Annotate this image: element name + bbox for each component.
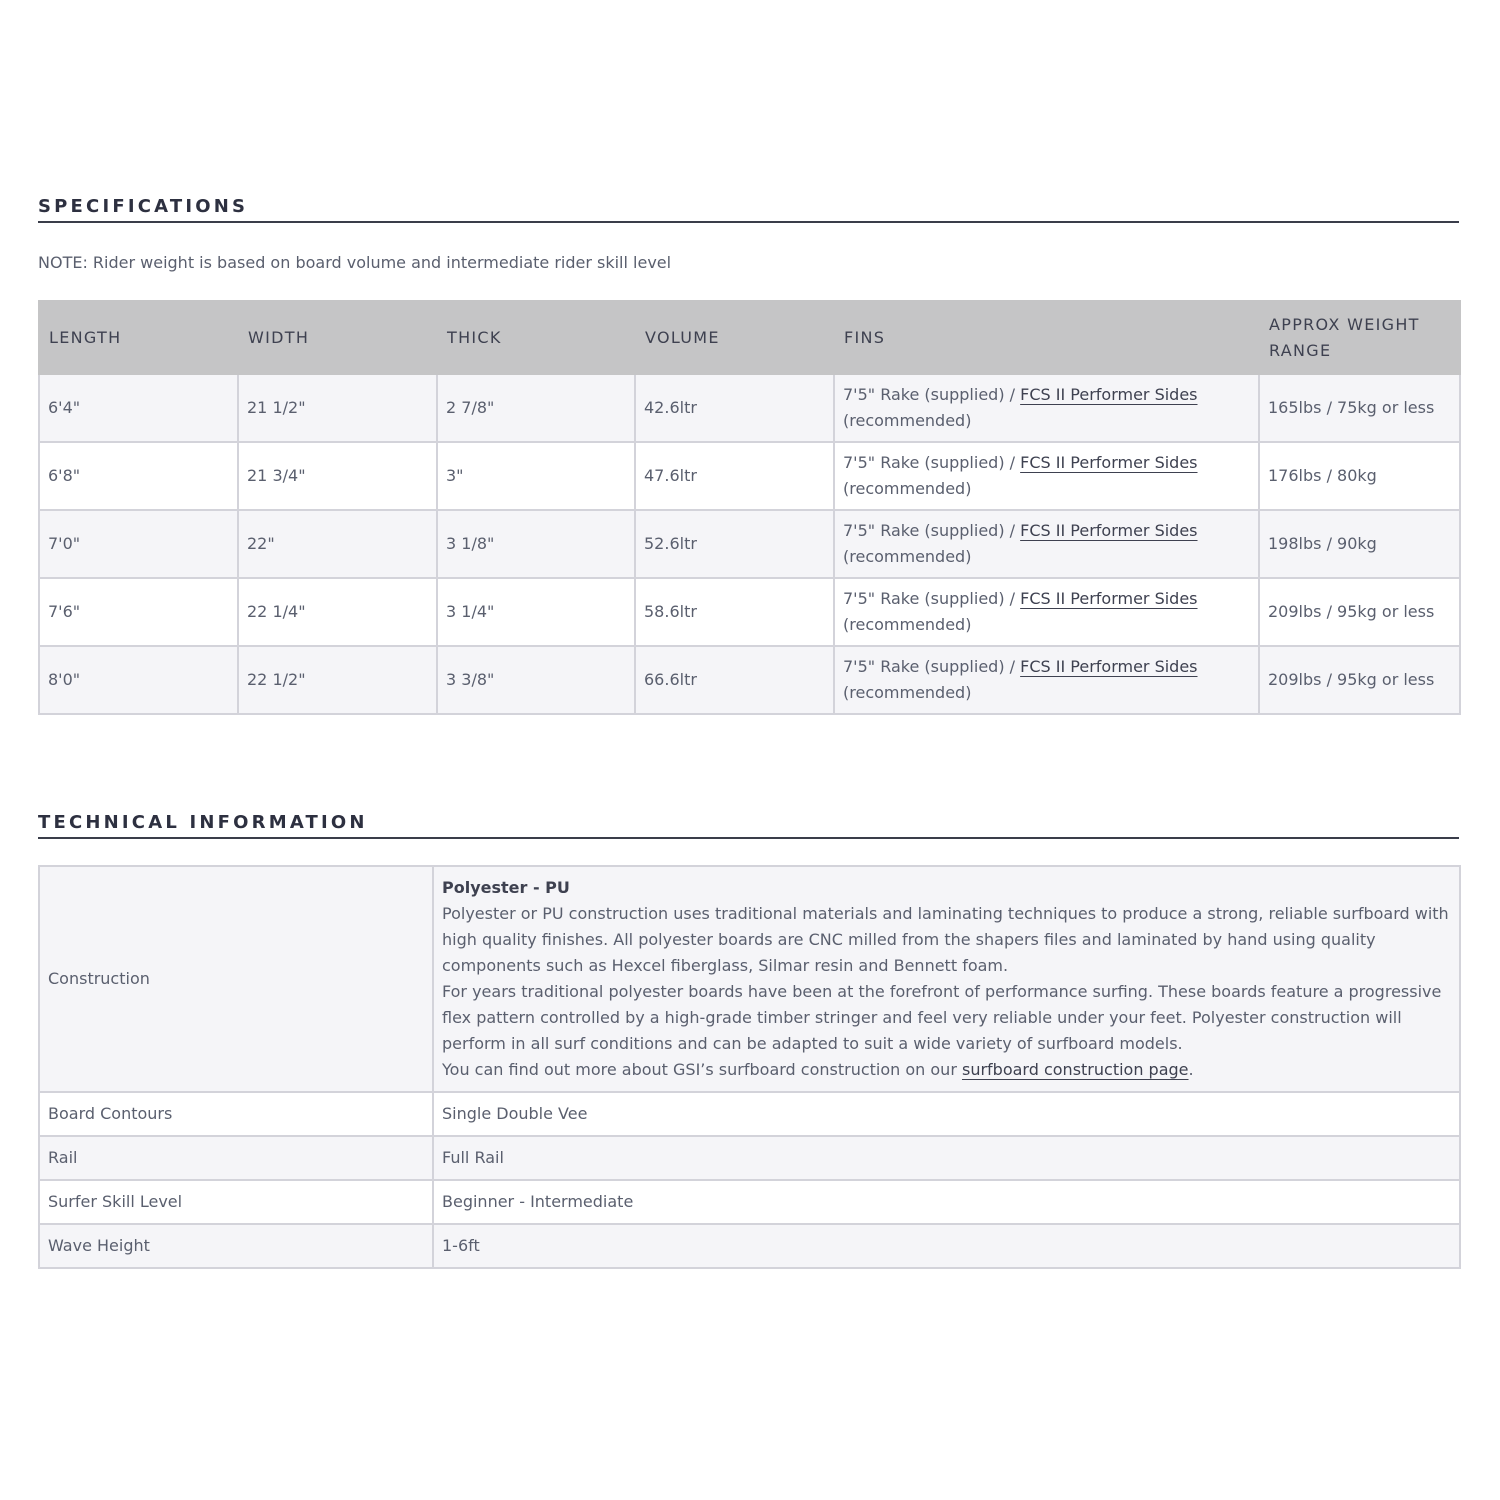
cell-weight: 176lbs / 80kg [1259, 442, 1460, 510]
cell-width: 22" [238, 510, 437, 578]
construction-paragraph-3 [442, 1057, 1451, 1083]
row-label: Rail [39, 1136, 433, 1180]
header-thick: THICK [437, 301, 635, 374]
construction-description [433, 866, 1460, 1092]
fins-recommended-text: (recommended) [843, 615, 972, 634]
cell-fins [834, 374, 1259, 442]
cell-volume: 58.6ltr [635, 578, 834, 646]
cell-length: 7'0" [39, 510, 238, 578]
table-row [39, 510, 1460, 578]
header-length: LENGTH [39, 301, 238, 374]
fcs-performer-sides-link[interactable]: FCS II Performer Sides [1020, 521, 1198, 540]
fins-supplied-text: 7'5" Rake (supplied) / [843, 657, 1021, 676]
cell-thick: 3" [437, 442, 635, 510]
cell-thick: 3 1/8" [437, 510, 635, 578]
cell-length: 6'4" [39, 374, 238, 442]
table-row [39, 866, 1460, 1092]
cell-fins [834, 646, 1259, 714]
cell-fins [834, 578, 1259, 646]
header-width: WIDTH [238, 301, 437, 374]
cell-volume: 52.6ltr [635, 510, 834, 578]
cell-weight: 209lbs / 95kg or less [1259, 646, 1460, 714]
technical-information-title: TECHNICAL INFORMATION [38, 812, 1459, 839]
row-label: Board Contours [39, 1092, 433, 1136]
construction-heading: Polyester - PU [442, 878, 570, 897]
fins-supplied-text: 7'5" Rake (supplied) / [843, 453, 1021, 472]
cell-thick: 3 3/8" [437, 646, 635, 714]
technical-information-table [38, 865, 1461, 1269]
fins-recommended-text: (recommended) [843, 479, 972, 498]
cell-length: 8'0" [39, 646, 238, 714]
fins-supplied-text: 7'5" Rake (supplied) / [843, 385, 1021, 404]
row-value: Beginner - Intermediate [433, 1180, 1460, 1224]
table-row [39, 442, 1460, 510]
table-row [39, 578, 1460, 646]
cell-weight: 198lbs / 90kg [1259, 510, 1460, 578]
cell-length: 6'8" [39, 442, 238, 510]
table-header-row [39, 301, 1460, 374]
cell-weight: 165lbs / 75kg or less [1259, 374, 1460, 442]
row-label: Surfer Skill Level [39, 1180, 433, 1224]
construction-link-prefix: You can find out more about GSI’s surfboard construction on our [442, 1060, 962, 1079]
cell-fins [834, 510, 1259, 578]
construction-link-suffix: . [1188, 1060, 1194, 1079]
fins-supplied-text: 7'5" Rake (supplied) / [843, 521, 1021, 540]
fcs-performer-sides-link[interactable]: FCS II Performer Sides [1020, 385, 1198, 404]
construction-label: Construction [39, 866, 433, 1092]
fcs-performer-sides-link[interactable]: FCS II Performer Sides [1020, 589, 1198, 608]
cell-width: 21 3/4" [238, 442, 437, 510]
fins-recommended-text: (recommended) [843, 411, 972, 430]
table-row [39, 1136, 1460, 1180]
cell-volume: 66.6ltr [635, 646, 834, 714]
surfboard-construction-page-link[interactable]: surfboard construction page [961, 1060, 1189, 1079]
construction-paragraph-2: For years traditional polyester boards have been at the forefront of performance surfing. These boards feature a progressive flex pattern controlled by a high-grade timber stringer and feel very reliable under your feet. Polyester construction will perform in all surf conditions and can be adapted to suit a wide variety of surfboard models. [442, 982, 1442, 1053]
table-row [39, 374, 1460, 442]
rider-weight-note: NOTE: Rider weight is based on board volume and intermediate rider skill level [38, 253, 672, 272]
row-value: 1-6ft [433, 1224, 1460, 1268]
cell-width: 22 1/4" [238, 578, 437, 646]
row-value: Full Rail [433, 1136, 1460, 1180]
fins-supplied-text: 7'5" Rake (supplied) / [843, 589, 1021, 608]
row-value: Single Double Vee [433, 1092, 1460, 1136]
technical-information-section [38, 812, 1459, 1269]
table-row [39, 1180, 1460, 1224]
specifications-section [38, 196, 1459, 715]
fins-recommended-text: (recommended) [843, 683, 972, 702]
cell-volume: 42.6ltr [635, 374, 834, 442]
specifications-table [38, 300, 1461, 715]
table-row [39, 1224, 1460, 1268]
table-row [39, 646, 1460, 714]
construction-paragraph-1: Polyester or PU construction uses traditional materials and laminating techniques to produce a strong, reliable surfboard with high quality finishes. All polyester boards are CNC milled from the shapers files and laminated by hand using quality components such as Hexcel fiberglass, Silmar resin and Bennett foam. [442, 904, 1449, 975]
cell-fins [834, 442, 1259, 510]
header-volume: VOLUME [635, 301, 834, 374]
fcs-performer-sides-link[interactable]: FCS II Performer Sides [1020, 657, 1198, 676]
row-label: Wave Height [39, 1224, 433, 1268]
cell-width: 22 1/2" [238, 646, 437, 714]
fins-recommended-text: (recommended) [843, 547, 972, 566]
header-weight-range: APPROX WEIGHT RANGE [1259, 301, 1460, 374]
header-fins: FINS [834, 301, 1259, 374]
cell-volume: 47.6ltr [635, 442, 834, 510]
cell-thick: 2 7/8" [437, 374, 635, 442]
cell-length: 7'6" [39, 578, 238, 646]
cell-width: 21 1/2" [238, 374, 437, 442]
cell-weight: 209lbs / 95kg or less [1259, 578, 1460, 646]
specifications-title: SPECIFICATIONS [38, 196, 1459, 223]
cell-thick: 3 1/4" [437, 578, 635, 646]
table-row [39, 1092, 1460, 1136]
fcs-performer-sides-link[interactable]: FCS II Performer Sides [1020, 453, 1198, 472]
